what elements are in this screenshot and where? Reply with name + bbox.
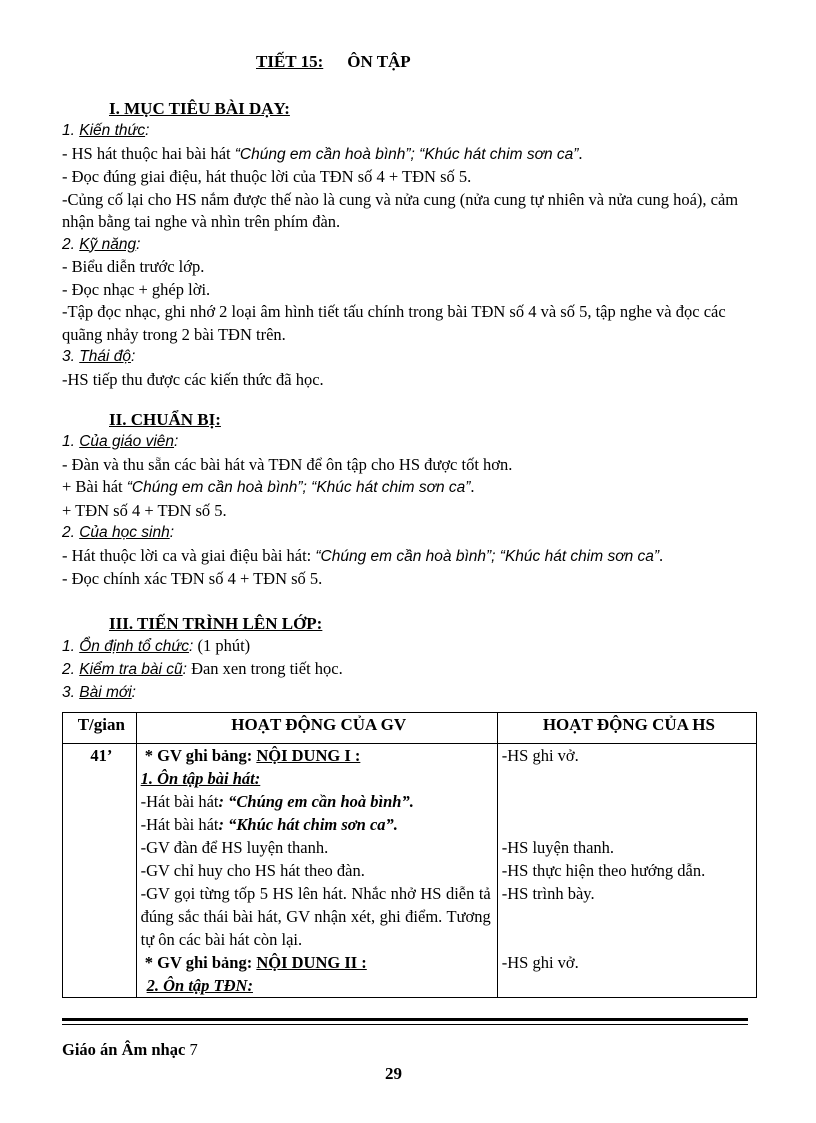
check-line: 2. Kiểm tra bài cũ: Đan xen trong tiết học. [62, 659, 343, 678]
gv-line-6: -GV gọi từng tốp 5 HS lên hát. Nhắc nhở HS diễn tả đúng sắc thái bài hát, GV nhận xét, ghi điểm. Tương tự ôn các bài hát còn lại. [140, 884, 491, 949]
attitude-subheading: 3. Thái độ: [62, 348, 136, 365]
footer-book-title: Giáo án Âm nhạc 7 [62, 1040, 198, 1059]
section-1-heading: I. MỤC TIÊU BÀI DẠY: [109, 99, 290, 118]
knowledge-paragraph: -Củng cố lại cho HS nắm được thế nào là cung và nửa cung (nửa cung tự nhiên và nửa cung hoá), cảm nhận bằng tai nghe và nhìn trên phím đàn. [62, 189, 739, 231]
song-2-line: -Hát bài hát: “Khúc hát chim sơn ca”. [140, 815, 398, 834]
table-row [63, 744, 757, 998]
student-activity-cell [497, 744, 756, 998]
content-2-label: * GV ghi bảng: NỘI DUNG II : [144, 953, 367, 972]
hs-line-1: -HS ghi vở. [501, 746, 579, 765]
footer-rule-thin [62, 1024, 748, 1025]
new-lesson-subheading: 3. Bài mới: [62, 683, 136, 701]
document-page [62, 50, 758, 704]
org-line: 1. Ổn định tổ chức: (1 phút) [62, 635, 251, 655]
skills-line-2: - Đọc nhạc + ghép lời. [62, 279, 211, 299]
page-number: 29 [385, 1064, 402, 1083]
hs-line-7: -HS ghi vở. [501, 953, 579, 972]
section-3-heading: III. TIẾN TRÌNH LÊN LỚP: [109, 613, 323, 633]
skills-line-1: - Biểu diễn trước lớp. [62, 257, 205, 276]
hs-line-5: -HS thực hiện theo hướng dẫn. [501, 861, 706, 880]
hs-line-4: -HS luyện thanh. [501, 838, 615, 857]
knowledge-line-1: - HS hát thuộc hai bài hát “Chúng em cần hoà bình”; “Khúc hát chim sơn ca”. [62, 143, 583, 163]
lesson-activity-table [62, 712, 757, 998]
table-header-row [63, 713, 757, 744]
skills-subheading: 2. Kỹ năng: [62, 235, 141, 253]
content-1-sub: 1. Ôn tập bài hát: [140, 769, 261, 788]
skills-paragraph: -Tập đọc nhạc, ghi nhớ 2 loại âm hình tiết tấu chính trong bài TĐN số 4 và số 5, tập nghe và đọc các quãng nhảy trong 2 bài TĐN trên. [62, 302, 726, 344]
teacher-activity-cell [136, 744, 497, 998]
student-line-1: - Hát thuộc lời ca và giai điệu bài hát: “Chúng em cần hoà bình”; “Khúc hát chim sơn ca”. [62, 545, 664, 565]
time-cell: 41’ [63, 744, 137, 998]
gv-line-4: -GV đàn để HS luyện thanh. [140, 838, 329, 857]
header-time: T/gian [63, 713, 137, 744]
header-student-activity: HOẠT ĐỘNG CỦA HS [497, 713, 756, 744]
section-2-heading: II. CHUẨN BỊ: [109, 410, 221, 429]
header-teacher-activity: HOẠT ĐỘNG CỦA GV [136, 713, 497, 744]
gv-line-5: -GV chỉ huy cho HS hát theo đàn. [140, 861, 365, 880]
lesson-title [62, 52, 758, 72]
knowledge-subheading: 1. Kiến thức: [62, 122, 150, 139]
lesson-number: TIẾT 15: [256, 52, 324, 71]
teacher-line-1: - Đàn và thu sẵn các bài hát và TĐN để ôn tập cho HS được tốt hơn. [62, 454, 513, 474]
teacher-line-3: + TĐN số 4 + TĐN số 5. [62, 500, 227, 520]
lesson-subject: ÔN TẬP [347, 52, 411, 71]
student-subheading: 2. Của học sinh: [62, 524, 175, 541]
knowledge-line-2: - Đọc đúng giai điệu, hát thuộc lời của TĐN số 4 + TĐN số 5. [62, 167, 472, 186]
student-line-2: - Đọc chính xác TĐN số 4 + TĐN số 5. [62, 569, 323, 588]
teacher-subheading: 1. Của giáo viên: [62, 433, 179, 450]
content-1-label: * GV ghi bảng: NỘI DUNG I : [144, 746, 361, 765]
content-2-sub: 2. Ôn tập TĐN: [146, 976, 253, 995]
attitude-line: -HS tiếp thu được các kiến thức đã học. [62, 369, 324, 389]
hs-line-6: -HS trình bày. [501, 884, 595, 903]
song-1-line: -Hát bài hát: “Chúng em cần hoà bình”. [140, 792, 414, 811]
teacher-line-2: + Bài hát “Chúng em cần hoà bình”; “Khúc hát chim sơn ca”. [62, 477, 475, 496]
footer-rule-thick [62, 1018, 748, 1021]
